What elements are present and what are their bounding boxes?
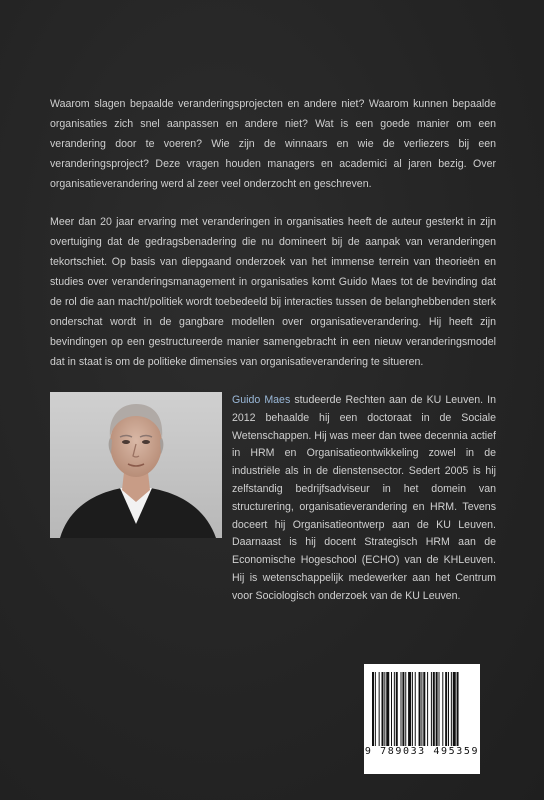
author-bio-text: studeerde Rechten aan de KU Leuven. In 2012 behaalde hij een doctoraat in de Sociale Wetenschappen. Hij was meer dan twee decennia actief in HRM en Organisatieontwikkeling zowel in de industriële als in de dienstensector. Sedert 2005 is hij zelfstandig bedrijfsadviseur in het domein van structurering, organisatieverandering en HRM. Tevens doceert hij Organisatieontwerp aan de KU Leuven. Daarnaast is hij docent Strategisch HRM aan de Economische Hogeschool (ECHO) van de KHLeuven. Hij is wetenschappelijk medewerker aan het Centrum voor Sociologisch onderzoek van de KU Leuven.: [232, 394, 496, 602]
isbn-number: 9 789033 495359: [364, 746, 480, 757]
summary-paragraph: Meer dan 20 jaar ervaring met veranderingen in organisaties heeft de auteur gesterkt in zijn overtuiging dat de gedragsbenadering die nu domineert bij de aanpak van veranderingen tekortschiet. Op basis van diepgaand onderzoek van het immense terrein van theorieën en studies over veranderingsmanagement in organisaties komt Guido Maes tot de bevinding dat de rol die aan macht/politiek wordt toebedeeld bij interacties tussen de belanghebbenden sterk onderschat wordt in de gangbare modellen over organisatieverandering. Hij heeft zijn bevindingen op een gestructureerde manier samengebracht in een nieuw veranderingsmodel dat in staat is om de politieke dimensies van organisatieverandering te situeren.: [50, 216, 496, 368]
intro-paragraph: Waarom slagen bepaalde veranderingsprojecten en andere niet? Waarom kunnen bepaalde organisaties zich snel aanpassen en andere niet? Wat is een goede manier om een verandering door te voeren? Wie zijn de winnaars en wie de verliezers bij een veranderingsproject? Deze vragen houden managers en academici al jaren bezig. Over organisatieverandering werd al zeer veel onderzocht en geschreven.: [50, 98, 496, 190]
author-name: Guido Maes: [232, 394, 291, 406]
author-bio: [232, 392, 496, 606]
author-photo: [50, 392, 222, 538]
barcode: [364, 664, 480, 774]
